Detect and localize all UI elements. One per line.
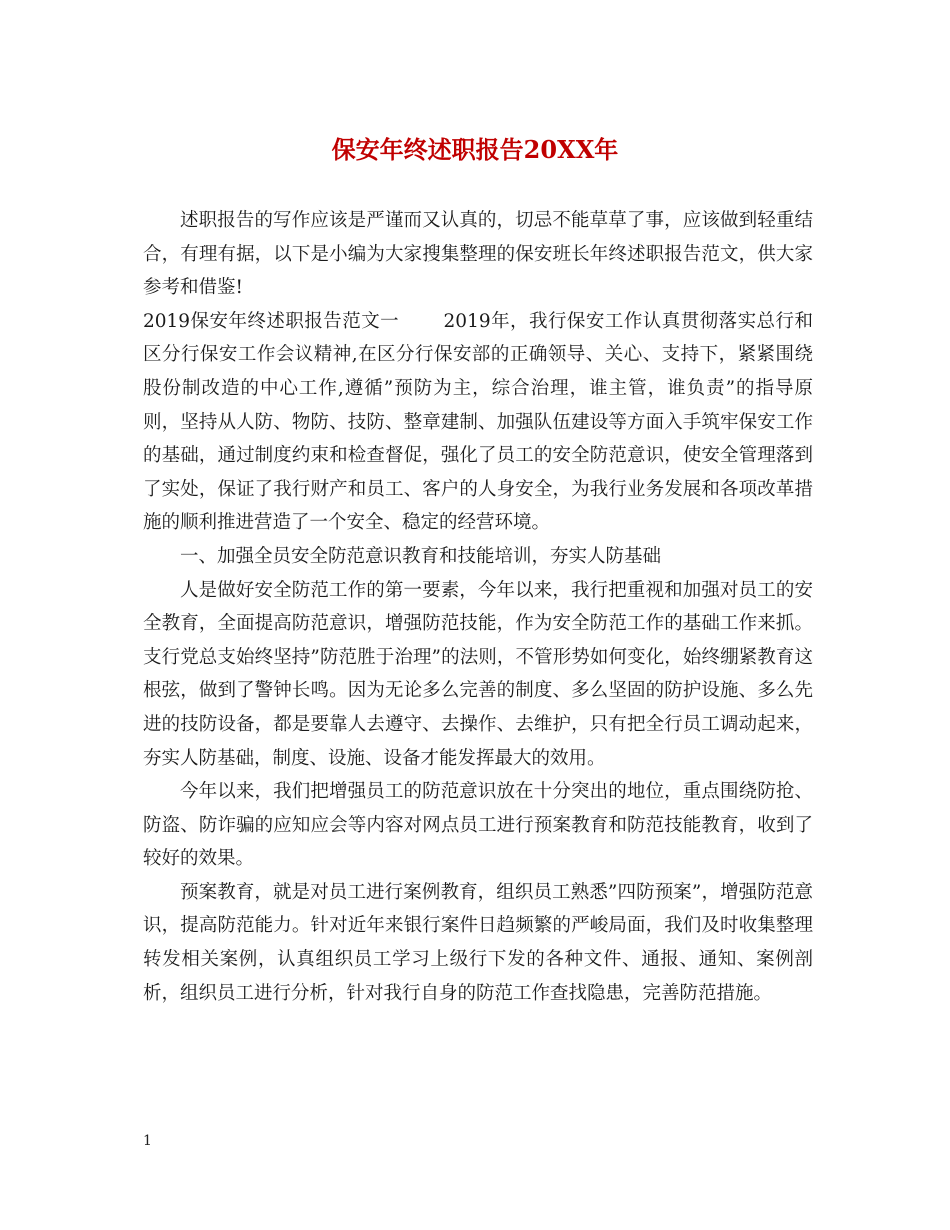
sample-paragraph xyxy=(143,305,813,540)
document-title: 保安年终述职报告20XX年 xyxy=(331,135,619,164)
intro-paragraph: 述职报告的写作应该是严谨而又认真的，切忌不能草草了事，应该做到轻重结合，有理有据，以下是小编为大家搜集整理的保安班长年终述职报告范文，供大家参考和借鉴! xyxy=(143,210,813,299)
paragraph-1: 2019年，我行保安工作认真贯彻落实总行和区分行保安工作会议精神,在区分行保安部的正确领导、关心、支持下，紧紧围绕股份制改造的中心工作,遵循”预防为主，综合治理，谁主管，谁负责”的指导原则，坚持从人防、物防、技防、整章建制、加强队伍建设等方面入手筑牢保安工作的基础，通过制度约束和检查督促，强化了员工的安全防范意识，使安全管理落到了实处，保证了我行财产和员工、客户的人身安全，为我行业务发展和各项改革措施的顺利推进营造了一个安全、稳定的经营环境。 xyxy=(143,310,813,534)
sample-heading: 2019保安年终述职报告范文一 xyxy=(143,310,400,332)
section-1-heading: 一、加强全员安全防范意识教育和技能培训，夯实人防基础 xyxy=(180,545,662,567)
paragraph-4: 预案教育，就是对员工进行案例教育，组织员工熟悉”四防预案”，增强防范意识，提高防范能力。针对近年来银行案件日趋频繁的严峻局面，我们及时收集整理转发相关案例，认真组织员工学习上级行下发的各种文件、通报、通知、案例剖析，组织员工进行分析，针对我行自身的防范工作查找隐患，完善防范措施。 xyxy=(143,881,813,1004)
document-body xyxy=(143,204,813,1010)
page-number: 1 xyxy=(143,1133,152,1149)
paragraph-2: 人是做好安全防范工作的第一要素，今年以来，我行把重视和加强对员工的安全教育，全面提高防范意识，增强防范技能，作为安全防范工作的基础工作来抓。支行党总支始终坚持”防范胜于治理”的法则，不管形势如何变化，始终绷紧教育这根弦，做到了警钟长鸣。因为无论多么完善的制度、多么坚固的防护设施、多么先进的技防设备，都是要靠人去遵守、去操作、去维护，只有把全行员工调动起来，夯实人防基础，制度、设施、设备才能发挥最大的效用。 xyxy=(143,579,813,769)
paragraph-3: 今年以来，我们把增强员工的防范意识放在十分突出的地位，重点围绕防抢、防盗、防诈骗的应知应会等内容对网点员工进行预案教育和防范技能教育，收到了较好的效果。 xyxy=(143,781,813,870)
